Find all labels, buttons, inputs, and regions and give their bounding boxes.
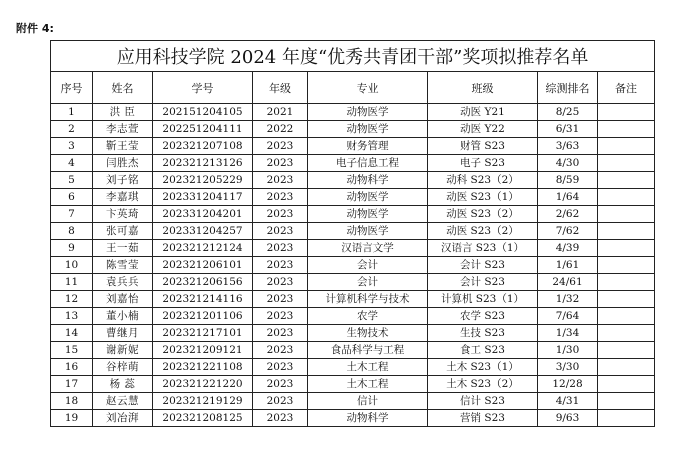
table-row xyxy=(51,240,655,257)
cell-grade: 2023 xyxy=(253,172,308,189)
cell-rank: 1/64 xyxy=(538,189,598,206)
cell-major: 动物医学 xyxy=(308,189,428,206)
cell-class: 食工 S23 xyxy=(428,342,538,359)
cell-rank: 1/32 xyxy=(538,291,598,308)
table-body xyxy=(51,104,655,427)
header-row xyxy=(51,72,655,104)
cell-major: 生物技术 xyxy=(308,325,428,342)
cell-class: 动医 S23（2） xyxy=(428,223,538,240)
cell-rank: 8/25 xyxy=(538,104,598,121)
cell-name: 杨 蕊 xyxy=(93,376,153,393)
cell-no: 9 xyxy=(51,240,93,257)
table-row xyxy=(51,189,655,206)
cell-major: 动物医学 xyxy=(308,104,428,121)
cell-note xyxy=(598,359,655,376)
table-row xyxy=(51,223,655,240)
cell-name: 赵云慧 xyxy=(93,393,153,410)
table-row xyxy=(51,325,655,342)
column-header-rank: 综测排名 xyxy=(538,72,598,104)
cell-rank: 3/63 xyxy=(538,138,598,155)
cell-class: 会计 S23 xyxy=(428,274,538,291)
cell-major: 信计 xyxy=(308,393,428,410)
cell-no: 11 xyxy=(51,274,93,291)
cell-name: 王一茹 xyxy=(93,240,153,257)
cell-major: 电子信息工程 xyxy=(308,155,428,172)
cell-student-id: 202321217101 xyxy=(153,325,253,342)
cell-grade: 2023 xyxy=(253,240,308,257)
cell-grade: 2023 xyxy=(253,308,308,325)
nomination-table xyxy=(50,40,655,427)
cell-name: 靳王莹 xyxy=(93,138,153,155)
table-row xyxy=(51,274,655,291)
cell-class: 财管 S23 xyxy=(428,138,538,155)
cell-class: 会计 S23 xyxy=(428,257,538,274)
cell-student-id: 202331204117 xyxy=(153,189,253,206)
cell-name: 闫胜杰 xyxy=(93,155,153,172)
cell-grade: 2021 xyxy=(253,104,308,121)
cell-name: 李嘉琪 xyxy=(93,189,153,206)
cell-class: 农学 S23 xyxy=(428,308,538,325)
cell-major: 财务管理 xyxy=(308,138,428,155)
cell-class: 营销 S23 xyxy=(428,410,538,427)
cell-note xyxy=(598,308,655,325)
cell-class: 计算机 S23（1） xyxy=(428,291,538,308)
cell-grade: 2023 xyxy=(253,274,308,291)
cell-student-id: 202331204257 xyxy=(153,223,253,240)
cell-name: 张可嘉 xyxy=(93,223,153,240)
cell-rank: 7/64 xyxy=(538,308,598,325)
cell-rank: 4/39 xyxy=(538,240,598,257)
cell-name: 谢新妮 xyxy=(93,342,153,359)
cell-rank: 24/61 xyxy=(538,274,598,291)
cell-major: 会计 xyxy=(308,257,428,274)
cell-grade: 2023 xyxy=(253,223,308,240)
table-row xyxy=(51,121,655,138)
cell-class: 动医 Y22 xyxy=(428,121,538,138)
table-row xyxy=(51,342,655,359)
cell-grade: 2023 xyxy=(253,325,308,342)
cell-note xyxy=(598,376,655,393)
cell-name: 刘嘉怡 xyxy=(93,291,153,308)
cell-name: 董小楠 xyxy=(93,308,153,325)
cell-no: 6 xyxy=(51,189,93,206)
column-header-student-id: 学号 xyxy=(153,72,253,104)
cell-no: 13 xyxy=(51,308,93,325)
cell-name: 卞英琦 xyxy=(93,206,153,223)
table-title: 应用科技学院 2024 年度“优秀共青团干部”奖项拟推荐名单 xyxy=(51,41,655,72)
cell-rank: 4/31 xyxy=(538,393,598,410)
cell-student-id: 202151204105 xyxy=(153,104,253,121)
cell-student-id: 202321207108 xyxy=(153,138,253,155)
cell-rank: 8/59 xyxy=(538,172,598,189)
cell-class: 信计 S23 xyxy=(428,393,538,410)
cell-no: 15 xyxy=(51,342,93,359)
cell-note xyxy=(598,291,655,308)
cell-note xyxy=(598,257,655,274)
cell-major: 食品科学与工程 xyxy=(308,342,428,359)
cell-major: 动物医学 xyxy=(308,121,428,138)
cell-note xyxy=(598,206,655,223)
cell-grade: 2022 xyxy=(253,121,308,138)
cell-rank: 9/63 xyxy=(538,410,598,427)
cell-no: 4 xyxy=(51,155,93,172)
column-header-no: 序号 xyxy=(51,72,93,104)
cell-major: 动物医学 xyxy=(308,206,428,223)
cell-class: 动医 S23（1） xyxy=(428,189,538,206)
cell-no: 14 xyxy=(51,325,93,342)
table-row xyxy=(51,376,655,393)
table-row xyxy=(51,410,655,427)
cell-class: 动医 Y21 xyxy=(428,104,538,121)
cell-no: 17 xyxy=(51,376,93,393)
cell-student-id: 202321221108 xyxy=(153,359,253,376)
cell-no: 10 xyxy=(51,257,93,274)
cell-note xyxy=(598,104,655,121)
cell-grade: 2023 xyxy=(253,257,308,274)
cell-student-id: 202331204201 xyxy=(153,206,253,223)
cell-major: 土木工程 xyxy=(308,359,428,376)
cell-name: 曹继月 xyxy=(93,325,153,342)
cell-no: 7 xyxy=(51,206,93,223)
cell-no: 2 xyxy=(51,121,93,138)
cell-name: 洪 臣 xyxy=(93,104,153,121)
cell-name: 刘子铭 xyxy=(93,172,153,189)
cell-major: 计算机科学与技术 xyxy=(308,291,428,308)
cell-grade: 2023 xyxy=(253,138,308,155)
cell-grade: 2023 xyxy=(253,155,308,172)
cell-note xyxy=(598,189,655,206)
table-row xyxy=(51,206,655,223)
cell-no: 5 xyxy=(51,172,93,189)
table-row xyxy=(51,155,655,172)
table-row xyxy=(51,393,655,410)
cell-note xyxy=(598,274,655,291)
cell-student-id: 202321221220 xyxy=(153,376,253,393)
column-header-major: 专业 xyxy=(308,72,428,104)
cell-rank: 7/62 xyxy=(538,223,598,240)
cell-class: 动医 S23（2） xyxy=(428,206,538,223)
cell-student-id: 202321205229 xyxy=(153,172,253,189)
cell-class: 动科 S23（2） xyxy=(428,172,538,189)
column-header-class: 班级 xyxy=(428,72,538,104)
cell-class: 电子 S23 xyxy=(428,155,538,172)
cell-grade: 2023 xyxy=(253,291,308,308)
cell-no: 3 xyxy=(51,138,93,155)
column-header-name: 姓名 xyxy=(93,72,153,104)
cell-note xyxy=(598,325,655,342)
cell-student-id: 202321208125 xyxy=(153,410,253,427)
cell-student-id: 202321206156 xyxy=(153,274,253,291)
table-row xyxy=(51,138,655,155)
cell-grade: 2023 xyxy=(253,189,308,206)
cell-student-id: 202321219129 xyxy=(153,393,253,410)
cell-major: 动物科学 xyxy=(308,172,428,189)
cell-major: 汉语言文学 xyxy=(308,240,428,257)
cell-rank: 12/28 xyxy=(538,376,598,393)
attachment-label: 附件 4: xyxy=(16,22,54,35)
cell-no: 19 xyxy=(51,410,93,427)
cell-student-id: 202321206101 xyxy=(153,257,253,274)
table-row xyxy=(51,359,655,376)
cell-major: 会计 xyxy=(308,274,428,291)
cell-class: 生技 S23 xyxy=(428,325,538,342)
cell-note xyxy=(598,138,655,155)
cell-no: 12 xyxy=(51,291,93,308)
cell-name: 陈雪莹 xyxy=(93,257,153,274)
cell-class: 土木 S23（1） xyxy=(428,359,538,376)
cell-note xyxy=(598,410,655,427)
column-header-note: 备注 xyxy=(598,72,655,104)
table-row xyxy=(51,308,655,325)
cell-grade: 2023 xyxy=(253,393,308,410)
cell-grade: 2023 xyxy=(253,376,308,393)
cell-note xyxy=(598,155,655,172)
cell-major: 动物科学 xyxy=(308,410,428,427)
cell-grade: 2023 xyxy=(253,206,308,223)
cell-no: 16 xyxy=(51,359,93,376)
cell-major: 农学 xyxy=(308,308,428,325)
cell-note xyxy=(598,172,655,189)
cell-grade: 2023 xyxy=(253,359,308,376)
cell-note xyxy=(598,121,655,138)
cell-major: 土木工程 xyxy=(308,376,428,393)
table-row xyxy=(51,104,655,121)
cell-student-id: 202321214116 xyxy=(153,291,253,308)
cell-no: 18 xyxy=(51,393,93,410)
cell-student-id: 202321212124 xyxy=(153,240,253,257)
cell-class: 土木 S23（2） xyxy=(428,376,538,393)
cell-rank: 2/62 xyxy=(538,206,598,223)
cell-major: 动物医学 xyxy=(308,223,428,240)
cell-student-id: 202321201106 xyxy=(153,308,253,325)
table-row xyxy=(51,257,655,274)
cell-note xyxy=(598,223,655,240)
cell-rank: 1/30 xyxy=(538,342,598,359)
cell-grade: 2023 xyxy=(253,410,308,427)
cell-note xyxy=(598,240,655,257)
cell-class: 汉语言 S23（1） xyxy=(428,240,538,257)
cell-name: 刘冶湃 xyxy=(93,410,153,427)
cell-note xyxy=(598,393,655,410)
cell-rank: 6/31 xyxy=(538,121,598,138)
cell-rank: 1/34 xyxy=(538,325,598,342)
cell-student-id: 202321213126 xyxy=(153,155,253,172)
column-header-grade: 年级 xyxy=(253,72,308,104)
cell-name: 谷梓萌 xyxy=(93,359,153,376)
table-row xyxy=(51,291,655,308)
cell-note xyxy=(598,342,655,359)
cell-student-id: 202251204111 xyxy=(153,121,253,138)
cell-no: 8 xyxy=(51,223,93,240)
cell-rank: 1/61 xyxy=(538,257,598,274)
cell-no: 1 xyxy=(51,104,93,121)
cell-name: 李志萱 xyxy=(93,121,153,138)
cell-name: 袁兵兵 xyxy=(93,274,153,291)
cell-rank: 4/30 xyxy=(538,155,598,172)
cell-rank: 3/30 xyxy=(538,359,598,376)
cell-grade: 2023 xyxy=(253,342,308,359)
cell-student-id: 202321209121 xyxy=(153,342,253,359)
table-row xyxy=(51,172,655,189)
